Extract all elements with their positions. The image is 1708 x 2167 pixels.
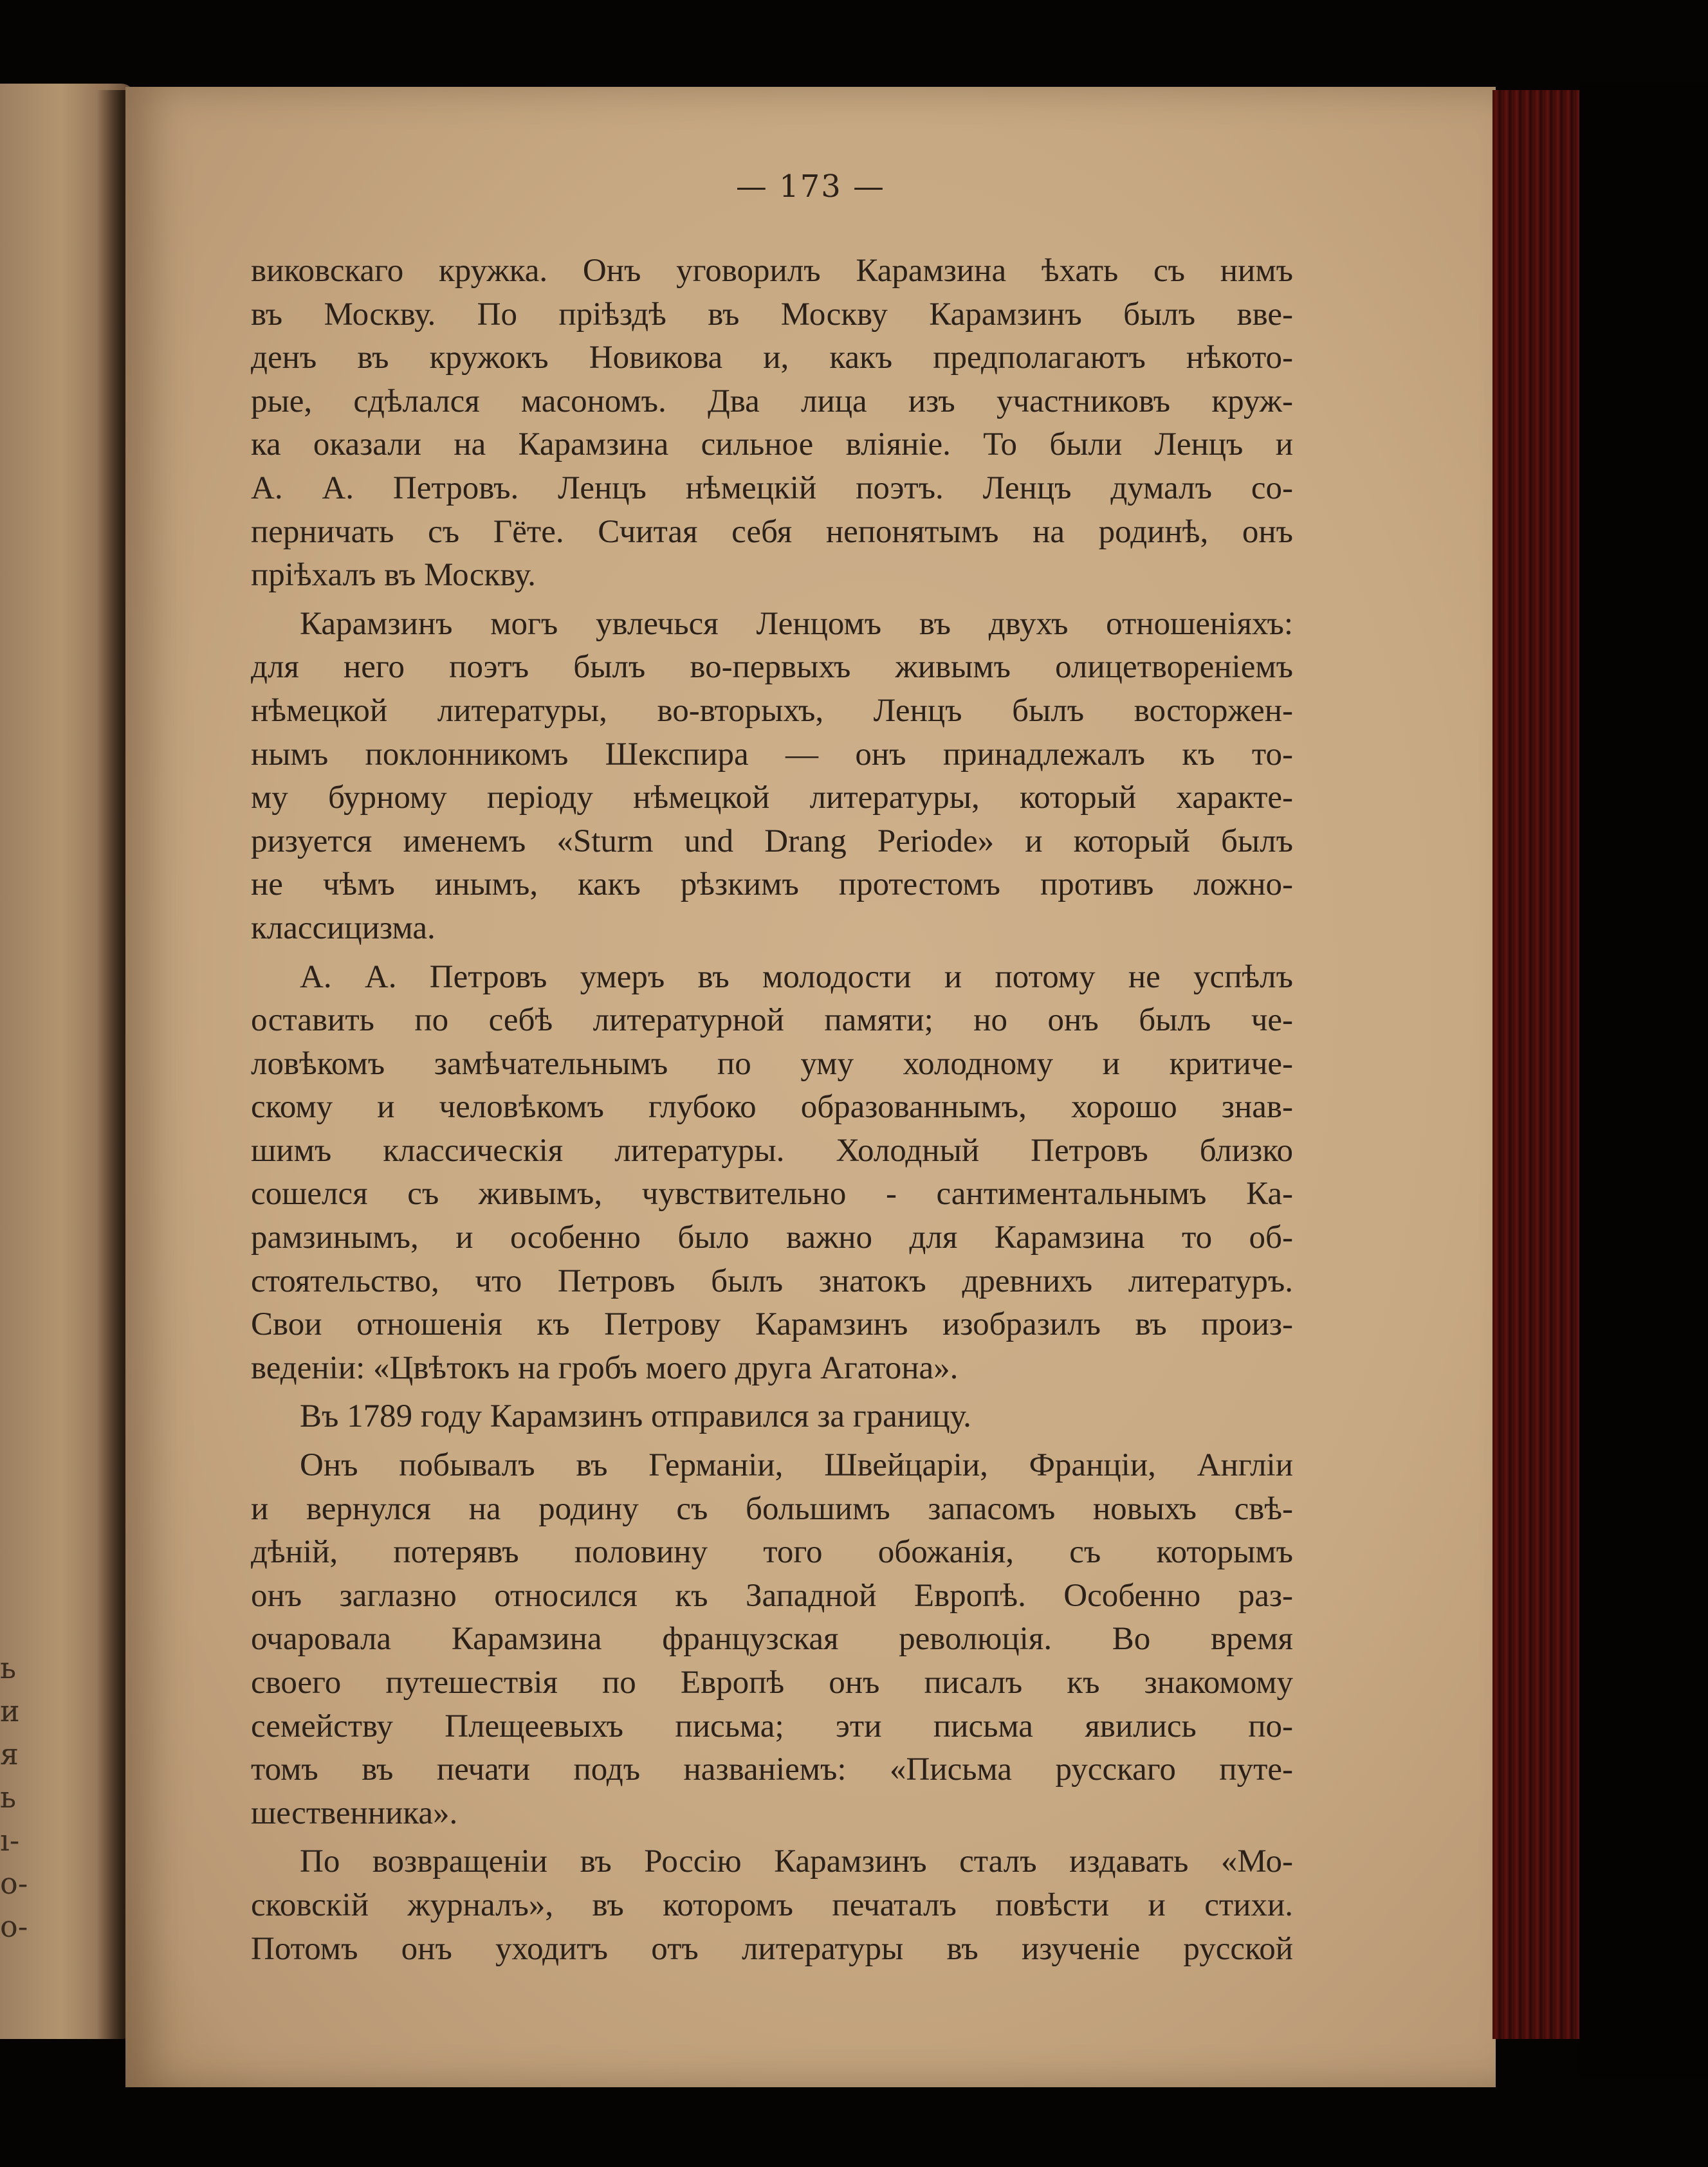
text-line: шимъ классическія литературы. Холодный Петровъ близко — [251, 1132, 1293, 1169]
text-line: А. А. Петровъ. Ленцъ нѣмецкій поэтъ. Ленцъ думалъ со- — [251, 470, 1293, 506]
text-line: для него поэтъ былъ во-первыхъ живымъ олицетвореніемъ — [251, 649, 1293, 686]
text-line: сковскій журналъ», въ которомъ печаталъ повѣсти и стихи. — [251, 1887, 1293, 1923]
text-line: му бурному періоду нѣмецкой литературы, который характе- — [251, 780, 1293, 816]
text-line: пріѣхалъ въ Москву. — [251, 557, 536, 594]
text-line: онъ заглазно относился къ Западной Европѣ. Особенно раз- — [251, 1577, 1293, 1614]
text-line: скому и человѣкомъ глубоко образованнымъ, хорошо знав- — [251, 1089, 1293, 1126]
text-line: Свои отношенія къ Петрову Карамзинъ изобразилъ въ произ- — [251, 1306, 1293, 1343]
paragraph — [251, 250, 1293, 598]
left-page-fragment: ь — [0, 1780, 17, 1815]
paragraph — [251, 1395, 1293, 1439]
page-edges — [1492, 90, 1583, 2039]
page-number: — 173 — — [735, 169, 886, 205]
text-line: нымъ поклонникомъ Шекспира — онъ принадлежалъ къ то- — [251, 736, 1293, 773]
text-line: ризуется именемъ «Sturm und Drang Periode» и который былъ — [251, 823, 1293, 859]
text-line: рамзинымъ, и особенно было важно для Карамзина то об- — [251, 1220, 1293, 1256]
text-line: Онъ побывалъ въ Германіи, Швейцаріи, Франціи, Англіи — [300, 1447, 1293, 1484]
text-line: своего путешествія по Европѣ онъ писалъ къ знакомому — [251, 1665, 1293, 1701]
text-line: семейству Плещеевыхъ письма; эти письма явились по- — [251, 1708, 1293, 1744]
text-line: А. А. Петровъ умеръ въ молодости и потому не успѣлъ — [300, 958, 1293, 995]
text-line: дѣній, потерявъ половину того обожанія, съ которымъ — [251, 1534, 1293, 1571]
left-page-fragment: ı- — [0, 1823, 20, 1858]
left-page-fragment: я — [0, 1737, 19, 1771]
left-page-fragment: ь — [0, 1650, 17, 1685]
paragraph — [251, 1840, 1293, 1971]
text-line: нѣмецкой литературы, во-вторыхъ, Ленцъ былъ восторжен- — [251, 692, 1293, 729]
text-line: Потомъ онъ уходитъ отъ литературы въ изученіе русской — [251, 1930, 1293, 1967]
text-line: рые, сдѣлался масономъ. Два лица изъ участниковъ круж- — [251, 383, 1293, 419]
text-line: шественника». — [251, 1795, 458, 1831]
text-line: не чѣмъ инымъ, какъ рѣзкимъ протестомъ противъ ложно- — [251, 866, 1293, 903]
text-line: По возвращеніи въ Россію Карамзинъ сталъ издавать «Мо- — [300, 1843, 1293, 1880]
text-line: веденіи: «Цвѣтокъ на гробъ моего друга Агатона». — [251, 1349, 959, 1386]
paragraph — [251, 1444, 1293, 1835]
text-line: сошелся съ живымъ, чувствительно - сантиментальнымъ Ка- — [251, 1176, 1293, 1212]
text-line: Въ 1789 году Карамзинъ отправился за границу. — [300, 1398, 971, 1435]
left-page-fragment: о- — [0, 1866, 28, 1901]
text-line: Карамзинъ могъ увлечься Ленцомъ въ двухъ отношеніяхъ: — [300, 605, 1293, 642]
text-line: денъ въ кружокъ Новикова и, какъ предполагаютъ нѣкото- — [251, 340, 1293, 376]
page-text — [251, 250, 1293, 1971]
paragraph — [251, 956, 1293, 1391]
text-line: очаровала Карамзина французская революція. Во время — [251, 1621, 1293, 1658]
left-page-fragment: и — [0, 1694, 20, 1728]
left-page-text-fragments — [0, 1647, 26, 1948]
text-line: перничать съ Гёте. Считая себя непонятымъ на родинѣ, онъ — [251, 513, 1293, 550]
text-line: стоятельство, что Петровъ былъ знатокъ древнихъ литературъ. — [251, 1263, 1293, 1299]
background-right — [1579, 84, 1708, 2078]
text-line: и вернулся на родину съ большимъ запасомъ новыхъ свѣ- — [251, 1490, 1293, 1527]
paragraph — [251, 603, 1293, 951]
text-line: оставить по себѣ литературной памяти; но онъ былъ че- — [251, 1002, 1293, 1039]
text-line: томъ въ печати подъ названіемъ: «Письма русскаго путе- — [251, 1751, 1293, 1788]
text-line: ловѣкомъ замѣчательнымъ по уму холодному и критиче- — [251, 1045, 1293, 1082]
text-line: классицизма. — [251, 910, 436, 946]
text-line: ка оказали на Карамзина сильное вліяніе. То были Ленцъ и — [251, 426, 1293, 463]
text-line: въ Москву. По пріѣздѣ въ Москву Карамзинъ былъ вве- — [251, 296, 1293, 333]
text-line: виковскаго кружка. Онъ уговорилъ Карамзина ѣхать съ нимъ — [251, 253, 1293, 289]
left-page-fragment: о- — [0, 1909, 28, 1944]
